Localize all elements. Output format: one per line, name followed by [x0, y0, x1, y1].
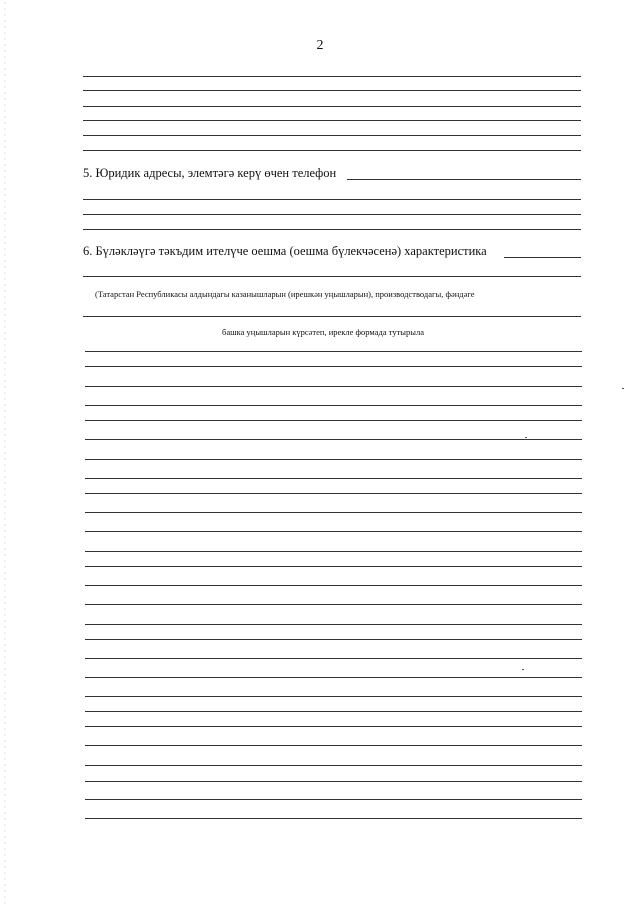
section-5-label: 5. Юридик адресы, элемтәгә керү өчен телефон — [83, 166, 337, 180]
fill-line — [83, 106, 581, 107]
fill-line — [85, 624, 582, 625]
instruction-note-1: (Татарстан Республикасы алдындагы казанышларын (ирешкән уңышларын), производстводагы, фәндәге — [95, 289, 475, 299]
fill-line — [85, 551, 582, 552]
fill-line — [85, 639, 582, 640]
fill-line — [85, 781, 582, 782]
fill-line — [85, 531, 582, 532]
fill-line — [85, 405, 582, 406]
section-6-inline-line — [504, 257, 581, 258]
fill-line — [85, 677, 582, 678]
fill-line — [83, 135, 581, 136]
fill-line — [85, 711, 582, 712]
instruction-note-2: башка уңышларын күрсәтеп, ирекле формада тутырыла — [222, 327, 424, 337]
fill-line — [85, 366, 582, 367]
scan-margin-marks — [4, 0, 6, 905]
fill-line — [85, 439, 582, 440]
fill-line — [85, 585, 582, 586]
fill-line — [85, 493, 582, 494]
section-6-label: 6. Бүләкләүгә тәкъдим ителүче оешма (оешма бүлекчәсенә) характеристика — [83, 244, 487, 258]
fill-line — [85, 726, 582, 727]
fill-line — [85, 566, 582, 567]
fill-line — [85, 459, 582, 460]
fill-line — [83, 90, 581, 91]
fill-line — [83, 120, 581, 121]
fill-line — [83, 150, 581, 151]
fill-line — [83, 229, 581, 230]
fill-line — [83, 199, 581, 200]
fill-line — [85, 818, 582, 819]
section-5-inline-line — [347, 179, 581, 180]
page-number: 2 — [316, 38, 324, 53]
fill-line — [85, 658, 582, 659]
fill-line — [85, 512, 582, 513]
scan-speck — [522, 669, 524, 670]
fill-line — [85, 351, 582, 352]
fill-line — [83, 316, 581, 317]
fill-line — [85, 604, 582, 605]
fill-line — [85, 478, 582, 479]
fill-line — [83, 276, 581, 277]
fill-line — [83, 76, 581, 77]
scan-speck — [525, 437, 527, 438]
fill-line — [85, 386, 582, 387]
fill-line — [83, 214, 581, 215]
scan-speck — [622, 388, 624, 389]
fill-line — [85, 799, 582, 800]
fill-line — [85, 745, 582, 746]
fill-line — [85, 420, 582, 421]
fill-line — [85, 765, 582, 766]
fill-line — [85, 696, 582, 697]
